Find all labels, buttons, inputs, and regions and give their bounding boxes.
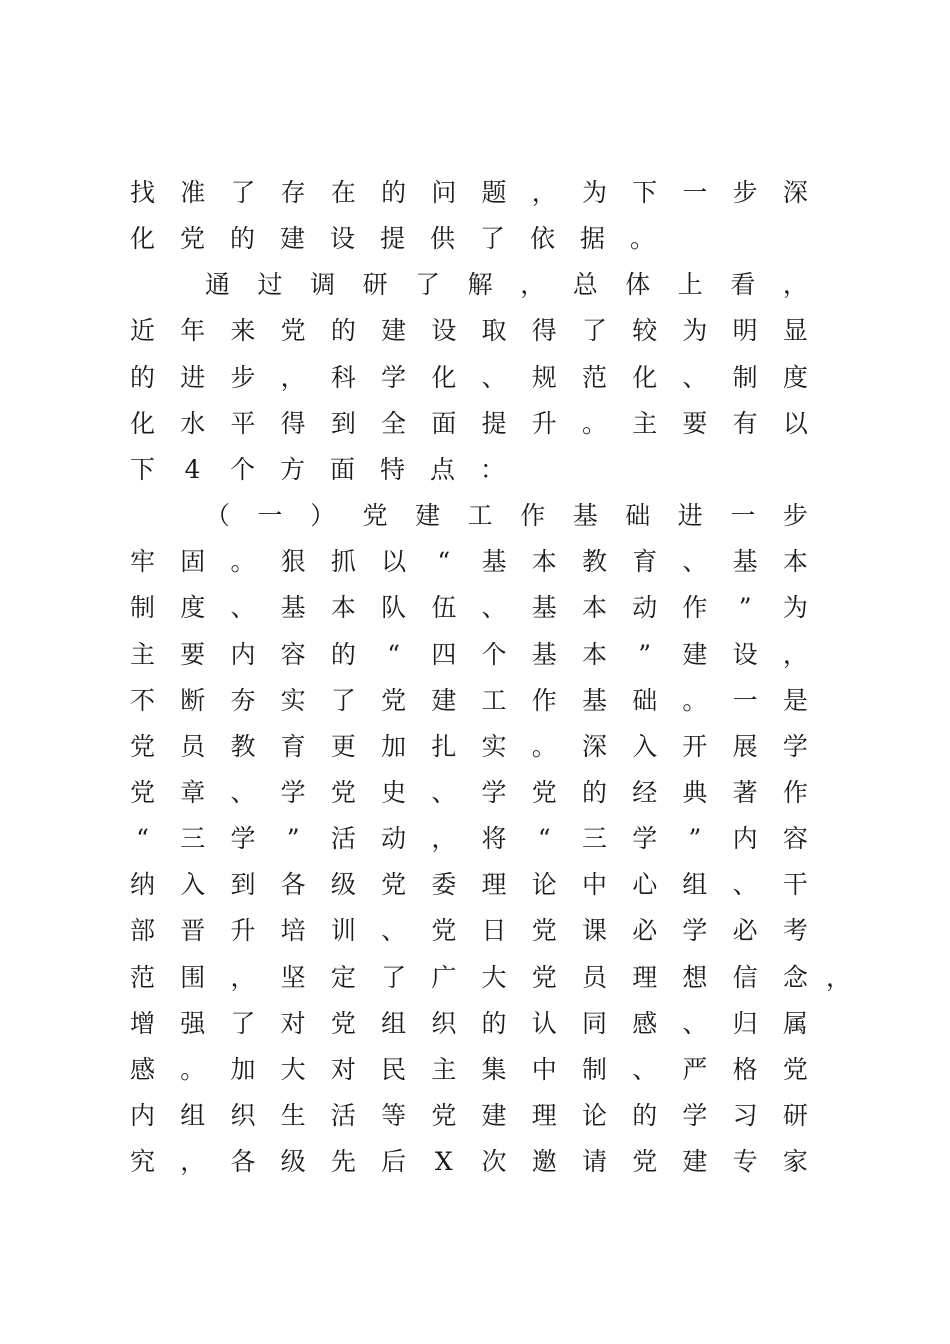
text-line: 究 ， 各 级 先 后 X 次 邀 请 党 建 专 家	[130, 1147, 808, 1177]
text-line: 党 章 、 学 党 史 、 学 党 的 经 典 著 作	[130, 777, 808, 807]
text-line: 的 进 步 ， 科 学 化 、 规 范 化 、 制 度	[130, 362, 808, 392]
text-line: 主 要 内 容 的 “ 四 个 基 本 ” 建 设 ，	[130, 639, 808, 669]
text-line: 不 断 夯 实 了 党 建 工 作 基 础 。 一 是	[130, 685, 808, 715]
text-line: 制 度 、 基 本 队 伍 、 基 本 动 作 ” 为	[130, 593, 808, 623]
text-line: （ 一 ） 党 建 工 作 基 础 进 一 步	[205, 501, 808, 531]
text-line: 近 年 来 党 的 建 设 取 得 了 较 为 明 显	[130, 316, 808, 346]
overhang-comma: ，	[826, 962, 852, 992]
text-line: “ 三 学 ” 活 动 ， 将 “ 三 学 ” 内 容	[136, 824, 808, 854]
text-line: 牢 固 。 狠 抓 以 “ 基 本 教 育 、 基 本	[130, 547, 808, 577]
text-line: 纳 入 到 各 级 党 委 理 论 中 心 组 、 干	[130, 870, 808, 900]
text-line: 增 强 了 对 党 组 织 的 认 同 感 、 归 属	[130, 1008, 808, 1038]
text-line: 通 过 调 研 了 解 ， 总 体 上 看 ，	[205, 270, 808, 300]
text-line: 化 党 的 建 设 提 供 了 依 据 。	[130, 224, 656, 254]
text-line: 化 水 平 得 到 全 面 提 升 。 主 要 有 以	[130, 408, 808, 438]
text-line: 找 准 了 存 在 的 问 题 ， 为 下 一 步 深	[130, 178, 808, 207]
text-line: 党 员 教 育 更 加 扎 实 。 深 入 开 展 学	[130, 731, 808, 761]
text-line: 部 晋 升 培 训 、 党 日 党 课 必 学 必 考	[130, 916, 808, 946]
text-line: 范 围 ， 坚 定 了 广 大 党 员 理 想 信 念	[130, 962, 808, 992]
text-line: 下 4 个 方 面 特 点 ：	[130, 454, 506, 484]
text-line: 内 组 织 生 活 等 党 建 理 论 的 学 习 研	[130, 1101, 808, 1130]
text-line: 感 。 加 大 对 民 主 集 中 制 、 严 格 党	[130, 1054, 808, 1084]
